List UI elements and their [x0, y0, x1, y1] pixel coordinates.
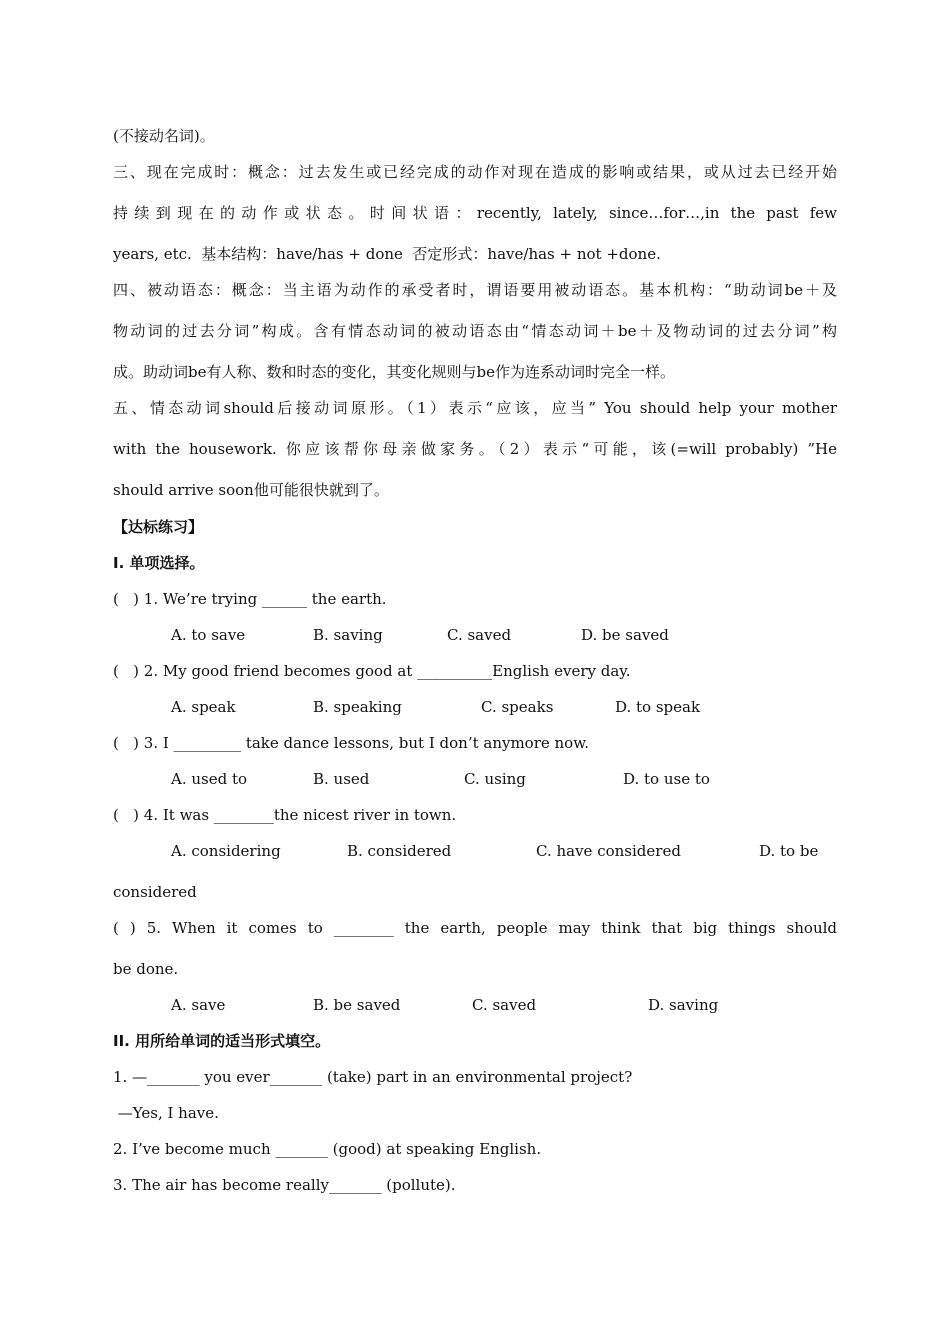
option-a: A. save	[171, 996, 226, 1014]
option-b: B. speaking	[313, 698, 402, 716]
option-d: D. to speak	[615, 698, 701, 716]
grammar-line: 三、现在完成时：概念：过去发生或已经完成的动作对现在造成的影响或结果，或从过去已经开始	[113, 163, 837, 181]
option-d: D. be saved	[581, 626, 669, 644]
option-a: A. to save	[171, 626, 246, 644]
question-continuation: be done.	[113, 960, 179, 978]
option-c: C. have considered	[536, 842, 681, 860]
section-title: I. 单项选择。	[113, 554, 205, 572]
option-b: B. used	[313, 770, 370, 788]
option-d: D. to use to	[623, 770, 710, 788]
question-stem: ( ) 3. I _________ take dance lessons, but I don’t anymore now.	[113, 734, 590, 752]
section-title: II. 用所给单词的适当形式填空。	[113, 1032, 331, 1050]
grammar-line: 持续到现在的动作或状态。时间状语：recently, lately, since…for…,in the past few	[113, 204, 837, 222]
question-stem: ( ) 5. When it comes to ________ the earth, people may think that big things should	[113, 919, 837, 937]
option-continuation: considered	[113, 883, 197, 901]
option-c: C. saved	[472, 996, 537, 1014]
option-b: B. be saved	[313, 996, 401, 1014]
option-a: A. used to	[171, 770, 248, 788]
grammar-line: 成。助动词be有人称、数和时态的变化，其变化规则与be作为连系动词时完全一样。	[113, 363, 675, 381]
grammar-line: (不接动名词)。	[113, 127, 215, 145]
option-d: D. saving	[648, 996, 719, 1014]
option-b: B. considered	[347, 842, 452, 860]
question-stem: ( ) 1. We’re trying ______ the earth.	[113, 590, 387, 608]
question-stem: ( ) 4. It was ________the nicest river in town.	[113, 806, 457, 824]
option-c: C. using	[464, 770, 526, 788]
fill-question: 3. The air has become really_______ (pollute).	[113, 1176, 456, 1194]
question-stem: ( ) 2. My good friend becomes good at __________English every day.	[113, 662, 631, 680]
fill-answer: —Yes, I have.	[113, 1104, 219, 1122]
grammar-line: 四、被动语态：概念：当主语为动作的承受者时，谓语要用被动语态。基本机构：“助动词be＋及	[113, 281, 837, 299]
grammar-line: should arrive soon他可能很快就到了。	[113, 481, 389, 499]
grammar-line: years, etc. 基本结构：have/has + done 否定形式：have/has + not +done.	[113, 245, 661, 263]
option-a: A. considering	[171, 842, 281, 860]
option-d: D. to be	[759, 842, 819, 860]
option-c: C. saved	[447, 626, 512, 644]
option-a: A. speak	[171, 698, 236, 716]
fill-question: 1. —_______ you ever_______ (take) part in an environmental project?	[113, 1068, 633, 1086]
fill-question: 2. I’ve become much _______ (good) at speaking English.	[113, 1140, 542, 1158]
grammar-line: 五、情态动词should后接动词原形。（1）表示“应该，应当” You should help your mother	[113, 399, 837, 417]
grammar-line: 物动词的过去分词”构成。含有情态动词的被动语态由“情态动词＋be＋及物动词的过去分词”构	[113, 322, 837, 340]
option-b: B. saving	[313, 626, 383, 644]
option-c: C. speaks	[481, 698, 554, 716]
practice-heading: 【达标练习】	[113, 518, 204, 536]
grammar-line: with the housework. 你应该帮你母亲做家务。（2）表示“可能，该(=will probably) ”He	[113, 440, 837, 458]
